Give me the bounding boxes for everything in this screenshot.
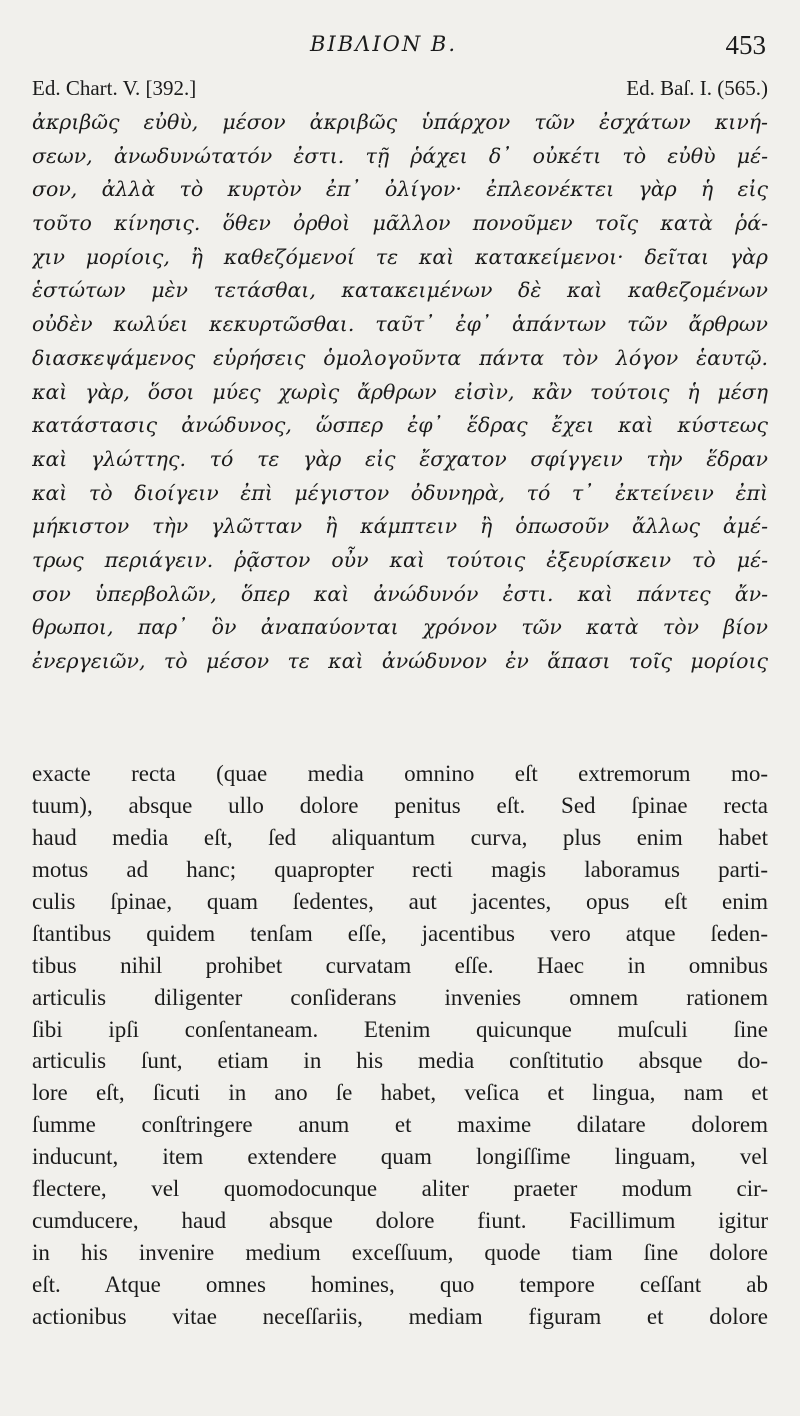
greek-line: καὶ γὰρ, ὅσοι μύες χωρὶς ἄρθρων εἰσὶν, κἂν τούτοις ἡ μέση: [32, 379, 768, 404]
latin-line: haud media eſt, ſed aliquantum curva, plus enim habet: [32, 824, 768, 850]
greek-line: ἀκριβῶς εὐθὺ, μέσον ἀκριβῶς ὑπάρχον τῶν ἐσχάτων κινή-: [32, 110, 768, 134]
latin-line: flectere, vel quomodocunque aliter praeter modum cir-: [32, 1176, 768, 1202]
page-number: 453: [725, 30, 766, 60]
latin-line: ſtantibus quidem tenſam eſſe, jacentibus vero atque ſeden-: [32, 920, 768, 946]
greek-line: τοῦτο κίνησις. ὅθεν ὀρθοὶ μᾶλλον πονοῦμεν τοῖς κατὰ ῥά-: [32, 211, 768, 236]
greek-line: σεων, ἀνωδυνώτατόν ἐστι. τῇ ῥάχει δ᾽ οὐκέτι τὸ εὐθὺ μέ-: [32, 143, 768, 168]
edition-reference-line: [32, 76, 768, 106]
greek-line: σον ὑπερβολῶν, ὅπερ καὶ ἀνώδυνόν ἐστι. καὶ πάντες ἄν-: [32, 581, 768, 606]
running-head: [0, 28, 800, 64]
latin-line: lore eſt, ſicuti in ano ſe habet, veſica et lingua, nam et: [32, 1080, 768, 1106]
latin-line: eſt. Atque omnes homines, quo tempore ceſſant ab: [32, 1272, 768, 1297]
latin-line: ſumme conſtringere anum et maxime dilatare dolorem: [32, 1112, 768, 1138]
latin-line: actionibus vitae neceſſariis, mediam figuram et dolore: [32, 1303, 768, 1329]
greek-line: σον, ἀλλὰ τὸ κυρτὸν ἐπ᾽ ὀλίγον· ἐπλεονέκτει γὰρ ἡ εἰς: [32, 177, 768, 202]
greek-line: τρως περιάγειν. ῥᾷστον οὖν καὶ τούτοις ἐξευρίσκειν τὸ μέ-: [32, 547, 768, 572]
greek-line: θρωποι, παρ᾽ ὃν ἀναπαύονται χρόνον τῶν κατὰ τὸν βίον: [32, 615, 768, 640]
greek-line: μήκιστον τὴν γλῶτταν ἢ κάμπτειν ἢ ὁπωσοῦν ἄλλως ἀμέ-: [32, 514, 768, 539]
greek-text-block: [32, 106, 768, 679]
greek-line: ἐνεργειῶν, τὸ μέσον τε καὶ ἀνώδυνον ἐν ἅπασι τοῖς μορίοις: [32, 649, 768, 673]
greek-line: καὶ τὸ διοίγειν ἐπὶ μέγιστον ὀδυνηρὰ, τό τ᾽ ἐκτείνειν ἐπὶ: [32, 480, 768, 505]
latin-line: ſibi ipſi conſentaneam. Etenim quicunque muſculi ſine: [32, 1016, 768, 1042]
greek-line: κατάστασις ἀνώδυνος, ὥσπερ ἐφ᾽ ἕδρας ἔχει καὶ κύστεως: [32, 413, 768, 438]
greek-line: ἑστώτων μὲν τετάσθαι, κατακειμένων δὲ καὶ καθεζομένων: [32, 278, 768, 303]
greek-line: διασκεψάμενος εὑρήσεις ὁμολογοῦντα πάντα τὸν λόγον ἑαυτῷ.: [32, 345, 768, 370]
latin-line: cumducere, haud absque dolore fiunt. Facillimum igitur: [32, 1208, 768, 1234]
latin-line: tibus nihil prohibet curvatam eſſe. Haec in omnibus: [32, 952, 768, 978]
latin-line: inducunt, item extendere quam longiſſime linguam, vel: [32, 1144, 768, 1170]
latin-line: articulis ſunt, etiam in his media conſtitutio absque do-: [32, 1048, 768, 1074]
greek-line: οὐδὲν κωλύει κεκυρτῶσθαι. ταῦτ᾽ ἐφ᾽ ἁπάντων τῶν ἄρθρων: [32, 312, 768, 337]
latin-line: culis ſpinae, quam ſedentes, aut jacentes, opus eſt enim: [32, 888, 768, 914]
latin-line: tuum), absque ullo dolore penitus eſt. Sed ſpinae recta: [32, 792, 768, 818]
latin-text-block: [32, 758, 768, 1333]
greek-line: καὶ γλώττης. τό τε γὰρ εἰς ἔσχατον σφίγγειν τὴν ἕδραν: [32, 446, 768, 471]
latin-line: motus ad hanc; quapropter recti magis laboramus parti-: [32, 856, 768, 882]
greek-line: χιν μορίοις, ἢ καθεζόμενοί τε καὶ κατακείμενοι· δεῖται γὰρ: [32, 244, 768, 269]
edition-basel-reference: Ed. Baſ. I. (565.): [626, 76, 768, 100]
book-title: BIBΛΙΟΝ B.: [310, 32, 457, 56]
latin-line: articulis diligenter conſiderans invenies omnem rationem: [32, 984, 768, 1010]
latin-line: in his invenire medium exceſſuum, quode tiam ſine dolore: [32, 1240, 768, 1266]
latin-line: exacte recta (quae media omnino eſt extremorum mo-: [32, 761, 768, 786]
edition-chartier-reference: Ed. Chart. V. [392.]: [32, 76, 197, 100]
